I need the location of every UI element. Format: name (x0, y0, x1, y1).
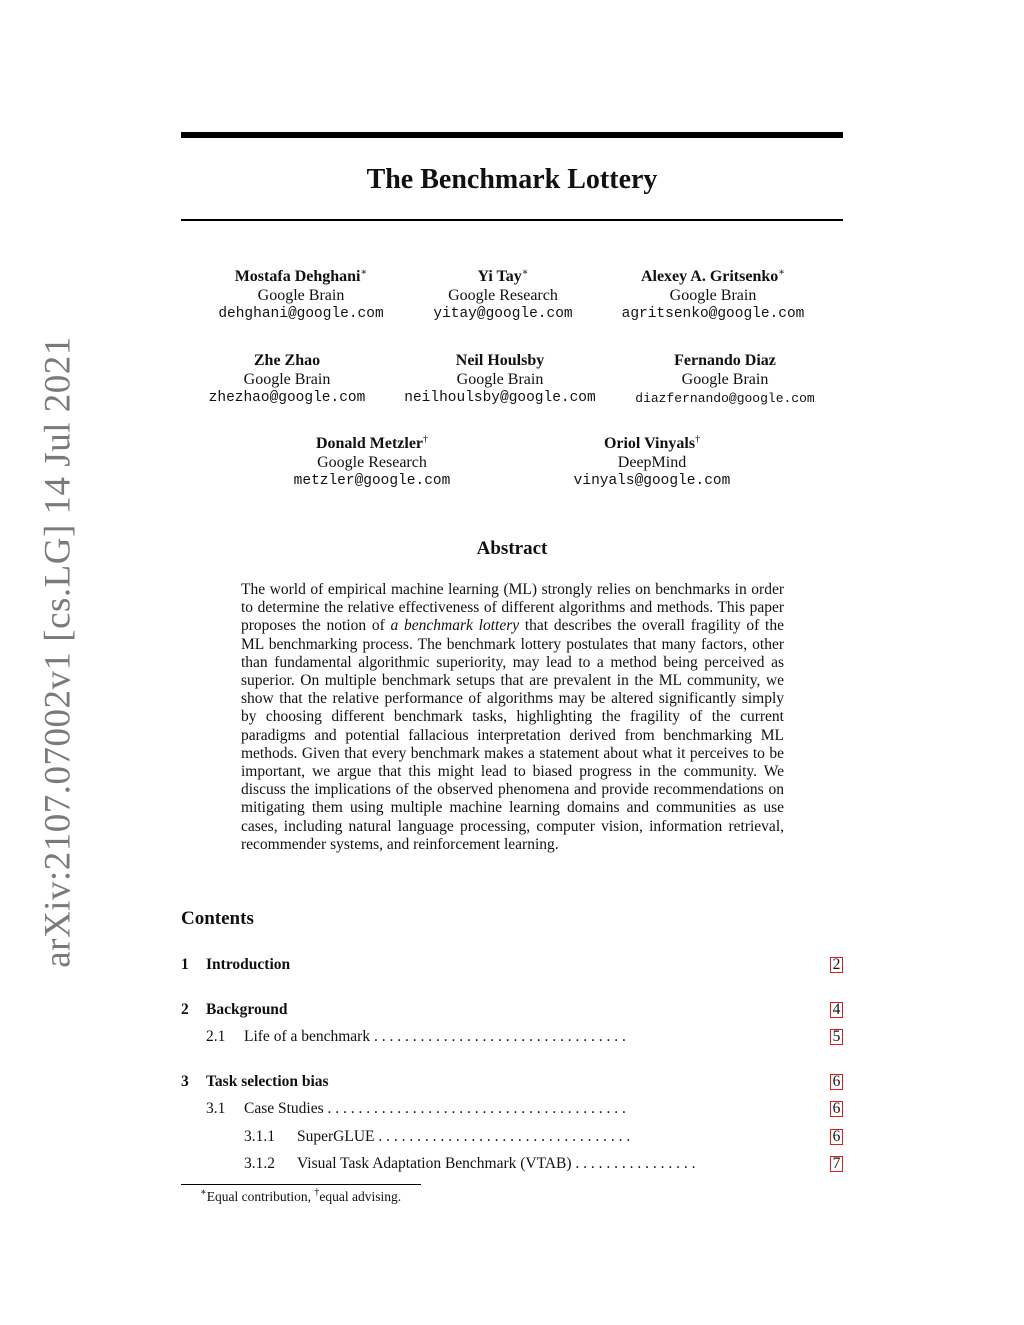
author-email[interactable]: yitay@google.com (433, 306, 573, 322)
author-name: Neil Houlsby (455, 352, 545, 369)
author-mark: ∗ (360, 267, 368, 278)
toc-number: 1 (181, 956, 189, 973)
author-block (383, 267, 623, 324)
author-name: Oriol Vinyals (603, 435, 696, 452)
author-mark: † (423, 434, 429, 445)
toc-label[interactable]: Introduction (206, 956, 291, 973)
toc-label-text: Life of a benchmark (244, 1028, 371, 1045)
author-block (252, 434, 492, 491)
author-email[interactable]: dehghani@google.com (218, 306, 384, 322)
toc-number: 3.1.2 (244, 1155, 275, 1172)
toc-number: 3.1 (206, 1100, 226, 1117)
toc-leader-dots: . . . . . . . . . . . . . . . . . . . . . . . . . . . . . . . . . (370, 1028, 626, 1045)
author-email[interactable]: metzler@google.com (293, 473, 451, 489)
author-affiliation: Google Research (448, 287, 558, 304)
toc-number: 3 (181, 1073, 189, 1090)
toc-leader-dots: . . . . . . . . . . . . . . . . (571, 1155, 696, 1172)
author-name: Yi Tay (477, 268, 522, 285)
toc-label[interactable]: Task selection bias (206, 1073, 329, 1090)
author-mark: ∗ (778, 267, 786, 278)
author-affiliation: Google Brain (681, 371, 769, 388)
toc-page-link[interactable]: 4 (830, 1002, 843, 1018)
footnote-rule (181, 1184, 421, 1185)
toc-page-link[interactable]: 6 (830, 1101, 843, 1117)
abstract-heading: Abstract (476, 538, 548, 559)
contents-heading: Contents (181, 908, 254, 929)
footnote-mark: ∗ (200, 1187, 207, 1198)
abstract-text: The world of empirical machine learning (ML) strongly relies on benchmarks in order to determine the relative effectiveness of different algorithms and methods. This paper proposes the notion of (241, 581, 784, 635)
author-email[interactable]: agritsenko@google.com (621, 306, 805, 322)
toc-label[interactable] (244, 1028, 804, 1046)
author-affiliation: DeepMind (617, 454, 687, 471)
title-bottom-rule (181, 219, 843, 221)
toc-page-link[interactable]: 6 (830, 1129, 843, 1145)
author-block (605, 351, 845, 408)
toc-label[interactable] (297, 1128, 804, 1146)
author-email[interactable]: zhezhao@google.com (208, 390, 366, 406)
footnote-mark: † (314, 1187, 320, 1198)
author-block (593, 267, 833, 324)
author-affiliation: Google Research (317, 454, 427, 471)
author-mark: ∗ (521, 267, 529, 278)
toc-label[interactable] (244, 1100, 804, 1118)
author-affiliation: Google Brain (243, 371, 331, 388)
toc-label-text: Visual Task Adaptation Benchmark (VTAB) (297, 1155, 572, 1172)
author-block (380, 351, 620, 408)
author-affiliation: Google Brain (257, 287, 345, 304)
toc-number: 2 (181, 1001, 189, 1018)
toc-number: 3.1.1 (244, 1128, 275, 1145)
toc-label-text: Case Studies (244, 1100, 324, 1117)
arxiv-stamp: arXiv:2107.07002v1 [cs.LG] 14 Jul 2021 (37, 336, 79, 968)
toc-label[interactable]: Background (206, 1001, 288, 1018)
abstract-emphasis: a benchmark lottery (390, 617, 520, 635)
abstract-text: that describes the overall fragility of the ML benchmarking process. The benchmark lottery postulates that many factors, other than fundamental algorithmic superiority, may lead to a method being perceived as superior. On multiple benchmark setups that are prevalent in the ML community, we show that the relative performance of algorithms may be altered significantly simply by choosing different benchmark tasks, highlighting the fragility of the current paradigms and potential fallacious interpretation derived from benchmarking ML methods. Given that every benchmark makes a statement about what it perceives to be important, we argue that this might lead to biased progress in the community. We discuss the implications of the observed phenomena and provide recommendations on mitigating them using multiple machine learning domains and communities as use cases, including natural language processing, computer vision, information retrieval, recommender systems, and reinforcement learning. (241, 617, 784, 853)
author-affiliation: Google Brain (669, 287, 757, 304)
toc-page-link[interactable]: 5 (830, 1029, 843, 1045)
author-email[interactable]: neilhoulsby@google.com (404, 390, 596, 406)
abstract-body (241, 581, 784, 854)
author-name: Mostafa Dehghani (234, 268, 361, 285)
author-block (167, 351, 407, 408)
author-name: Donald Metzler (315, 435, 424, 452)
author-name: Zhe Zhao (253, 352, 321, 369)
toc-page-link[interactable]: 7 (830, 1156, 843, 1172)
author-block (532, 434, 772, 491)
toc-leader-dots: . . . . . . . . . . . . . . . . . . . . . . . . . . . . . . . . . (374, 1128, 631, 1145)
toc-page-link[interactable]: 6 (830, 1074, 843, 1090)
author-email[interactable]: diazfernando@google.com (635, 391, 815, 406)
title-top-rule (181, 132, 843, 138)
toc-leader-dots: . . . . . . . . . . . . . . . . . . . . . . . . . . . . . . . . . . . . . . . (323, 1100, 626, 1117)
paper-title: The Benchmark Lottery (366, 164, 658, 195)
footnote-text: equal advising. (319, 1189, 402, 1204)
author-mark: † (695, 434, 701, 445)
toc-page-link[interactable]: 2 (830, 957, 843, 973)
author-name: Alexey A. Gritsenko (640, 268, 779, 285)
author-email[interactable]: vinyals@google.com (573, 473, 731, 489)
toc-label-text: SuperGLUE (297, 1128, 375, 1145)
author-affiliation: Google Brain (456, 371, 544, 388)
author-name: Fernando Diaz (674, 352, 776, 369)
toc-number: 2.1 (206, 1028, 226, 1045)
toc-label[interactable] (297, 1155, 804, 1173)
footnote (200, 1188, 401, 1206)
footnote-text: Equal contribution, (206, 1189, 315, 1204)
